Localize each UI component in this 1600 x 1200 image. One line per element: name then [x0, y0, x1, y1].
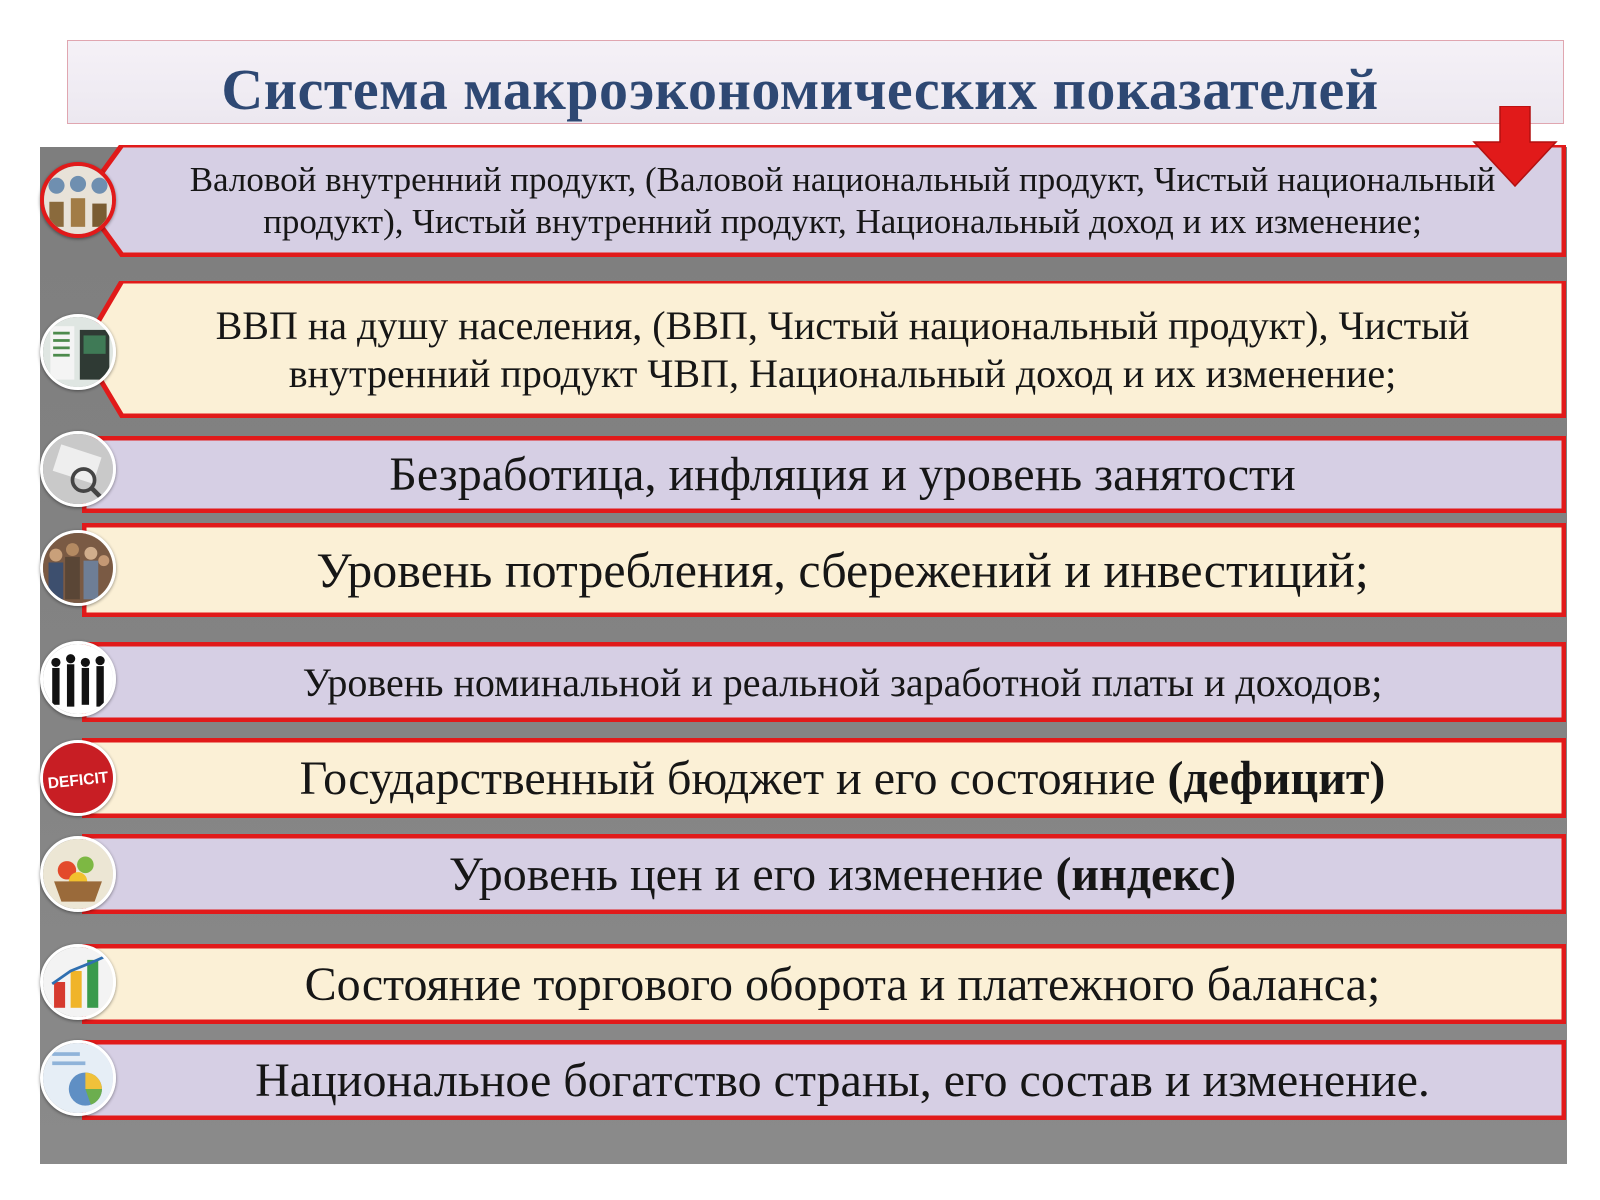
indicator-row	[82, 523, 1566, 617]
indicator-label: Валовой внутренний продукт, (Валовой национальный продукт, Чистый национальный продукт), Чистый внутренний продукт, Национальный доход и их изменение;	[189, 160, 1496, 241]
workers-silhouettes-icon	[40, 641, 116, 717]
down-arrow-icon	[1472, 106, 1558, 188]
indicator-label	[127, 834, 1558, 914]
indicator-row	[82, 834, 1566, 914]
indicator-label: Уровень потребления, сбережений и инвестиций;	[316, 542, 1369, 598]
indicator-label-text: Государственный бюджет и его состояние	[299, 751, 1156, 805]
indicator-label-text: Уровень цен и его изменение	[448, 847, 1044, 901]
crowd-people-icon	[40, 530, 116, 606]
vvp-coins-icon	[40, 162, 116, 238]
deficit-icon	[40, 740, 116, 816]
indicator-row	[82, 642, 1566, 722]
indicator-label: ВВП на душу населения, (ВВП, Чистый национальный продукт), Чистый внутренний продукт ЧВП, Национальный доход и их изменение;	[215, 302, 1470, 396]
shopping-basket-icon	[40, 836, 116, 912]
indicator-label: Национальное богатство страны, его состав и изменение.	[255, 1053, 1430, 1107]
indicator-row	[82, 436, 1566, 513]
indicator-label	[127, 738, 1558, 818]
indicator-row	[82, 145, 1566, 257]
indicator-row	[82, 281, 1566, 418]
bar-chart-icon	[40, 944, 116, 1020]
indicator-row	[82, 944, 1566, 1024]
indicator-label-bold: (индекс)	[1055, 847, 1237, 901]
indicator-label: Безработица, инфляция и уровень занятости	[389, 448, 1296, 501]
indicator-label: Уровень номинальной и реальной заработной платы и доходов;	[302, 659, 1383, 705]
job-search-icon	[40, 431, 116, 507]
statistics-document-icon	[40, 314, 116, 390]
indicator-label-bold: (дефицит)	[1167, 751, 1386, 805]
indicator-label: Состояние торгового оборота и платежного баланса;	[304, 957, 1381, 1011]
page-title: Система макроэкономических показателей	[221, 57, 1379, 122]
indicator-row	[82, 738, 1566, 818]
pie-chart-icon	[40, 1040, 116, 1116]
indicator-row	[82, 1040, 1566, 1120]
deficit-icon-text: DEFICIT	[46, 769, 110, 793]
